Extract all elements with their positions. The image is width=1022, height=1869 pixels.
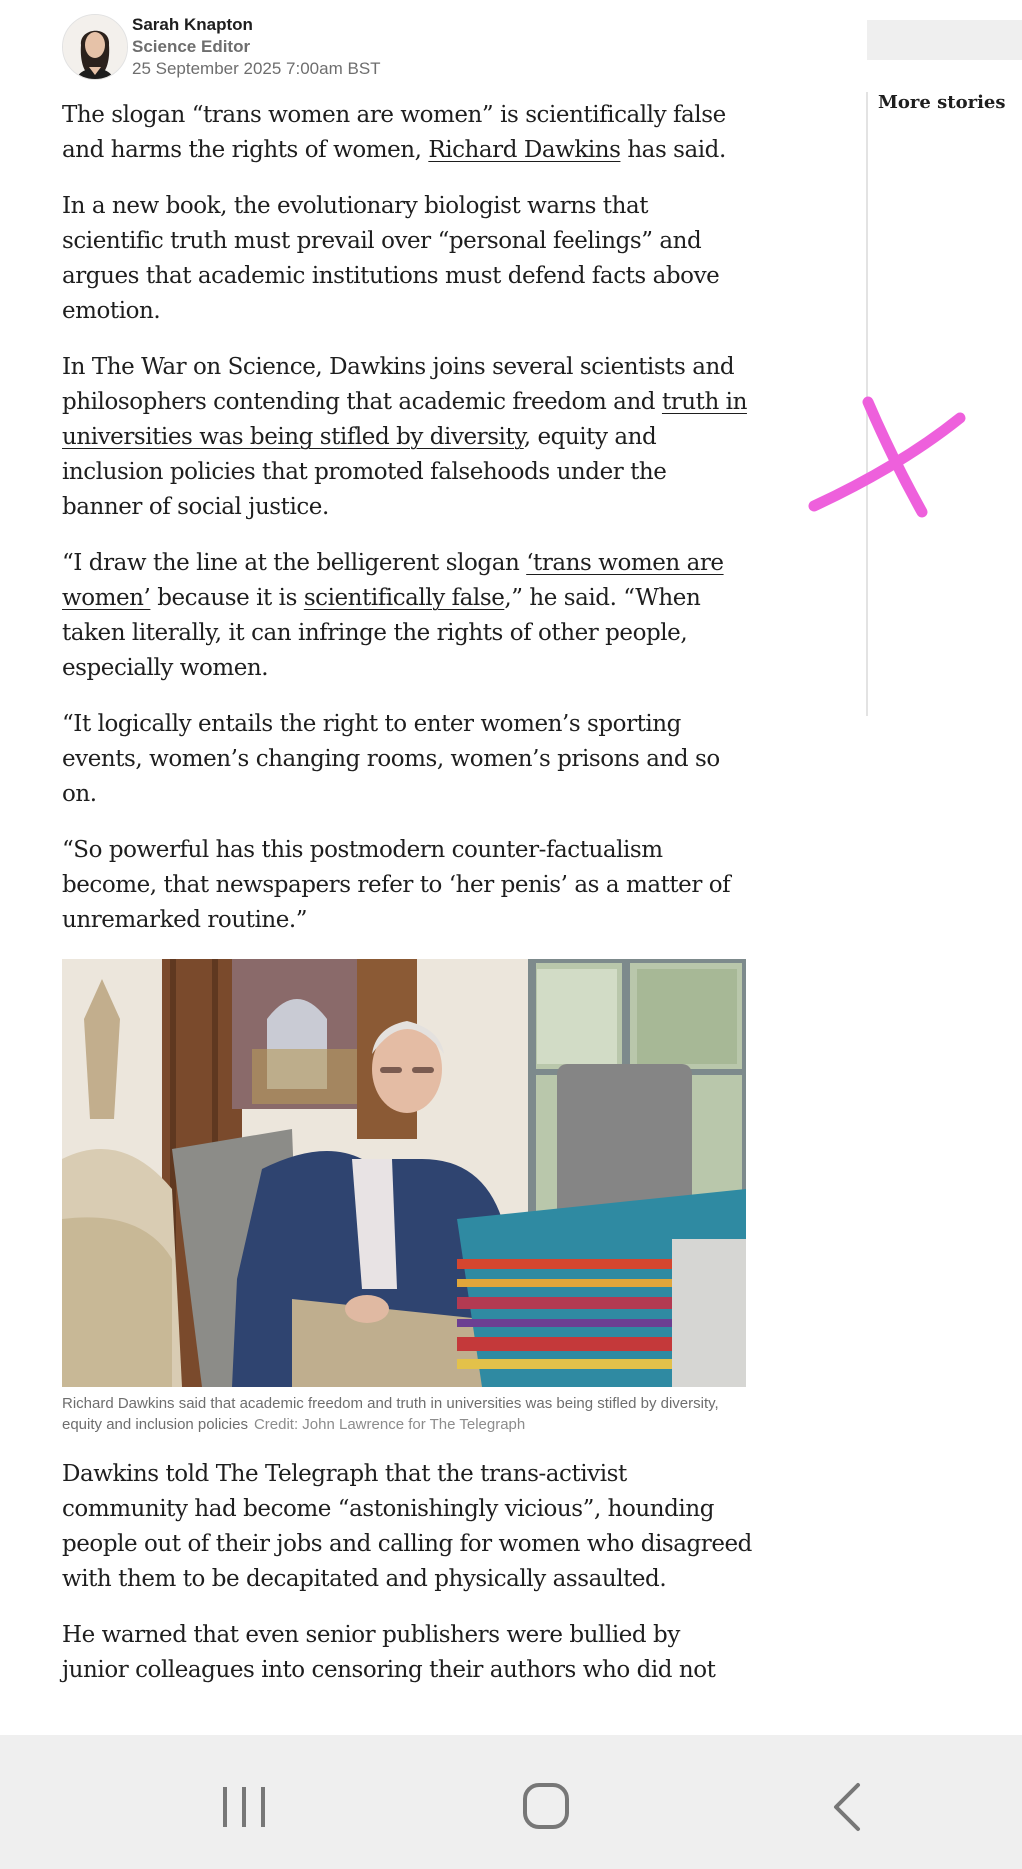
caption-text: Richard Dawkins said that academic freedom and truth in universities was being stifled by diversity, equity and inclusion policies xyxy=(62,1395,719,1433)
author-name[interactable]: Sarah Knapton xyxy=(132,15,253,34)
more-stories-heading[interactable]: More stories xyxy=(878,92,1006,113)
paragraph-6: “So powerful has this postmodern counter-factualism become, that newspapers refer to ‘her penis’ as a matter of unremarked routine.” xyxy=(62,837,731,933)
author-role: Science Editor xyxy=(132,37,251,56)
author-byline xyxy=(62,14,662,80)
author-details xyxy=(132,14,381,80)
paragraph-1 xyxy=(62,98,752,168)
back-button[interactable] xyxy=(814,1777,884,1837)
publish-date: 25 September 2025 7:00am BST xyxy=(132,59,381,78)
article-body xyxy=(62,98,752,1709)
back-icon xyxy=(814,1777,884,1837)
author-portrait-image xyxy=(63,15,127,79)
recent-apps-button[interactable] xyxy=(209,1777,279,1837)
paragraph-2: In a new book, the evolutionary biologist warns that scientific truth must prevail over “personal feelings” and argues that academic institutions must defend facts above emotion. xyxy=(62,193,720,324)
text-span: In The War on Science, Dawkins joins several scientists and philosophers contending that academic freedom and xyxy=(62,354,735,415)
text-span: because it is xyxy=(150,585,304,611)
text-span: The slogan “trans women are women” is scientifically false and harms the rights of women, xyxy=(62,102,726,163)
text-span: , equity and inclusion policies that promoted falsehoods under the banner of social justice. xyxy=(62,424,667,520)
link-trans-women-are-women[interactable]: ‘trans women are women’ xyxy=(62,550,724,611)
link-truth-in-universities[interactable]: truth in universities was being stifled by diversity xyxy=(62,389,747,450)
system-navigation-bar xyxy=(0,1735,1022,1869)
pen-scribble-mark xyxy=(800,388,980,528)
article-photo[interactable] xyxy=(62,959,746,1387)
paragraph-8: He warned that even senior publishers were bullied by junior colleagues into censoring their authors who did not xyxy=(62,1622,716,1683)
paragraph-5: “It logically entails the right to enter women’s sporting events, women’s changing rooms, women’s prisons and so on. xyxy=(62,711,720,807)
text-span: has said. xyxy=(620,137,726,163)
home-button[interactable] xyxy=(511,1777,581,1837)
photo-credit: Credit: John Lawrence for The Telegraph xyxy=(253,1416,526,1433)
text-span: “I draw the line at the belligerent slogan xyxy=(62,550,527,576)
paragraph-7: Dawkins told The Telegraph that the trans-activist community had become “astonishingly vicious”, hounding people out of their jobs and calling for women who disagreed with them to be decapitated and physically assaulted. xyxy=(62,1461,752,1592)
paragraph-4 xyxy=(62,546,752,686)
link-richard-dawkins[interactable]: Richard Dawkins xyxy=(428,137,621,163)
text-span: ,” he said. “When taken literally, it can infringe the rights of other people, especially women. xyxy=(62,585,701,681)
photo-caption xyxy=(62,1393,746,1435)
sidebar-ad-placeholder xyxy=(867,20,1022,60)
author-avatar[interactable] xyxy=(62,14,128,80)
home-icon xyxy=(511,1777,581,1837)
paragraph-3 xyxy=(62,350,752,525)
recent-apps-icon xyxy=(209,1777,279,1837)
article-figure xyxy=(62,959,746,1435)
link-scientifically-false[interactable]: scientifically false xyxy=(303,585,505,611)
